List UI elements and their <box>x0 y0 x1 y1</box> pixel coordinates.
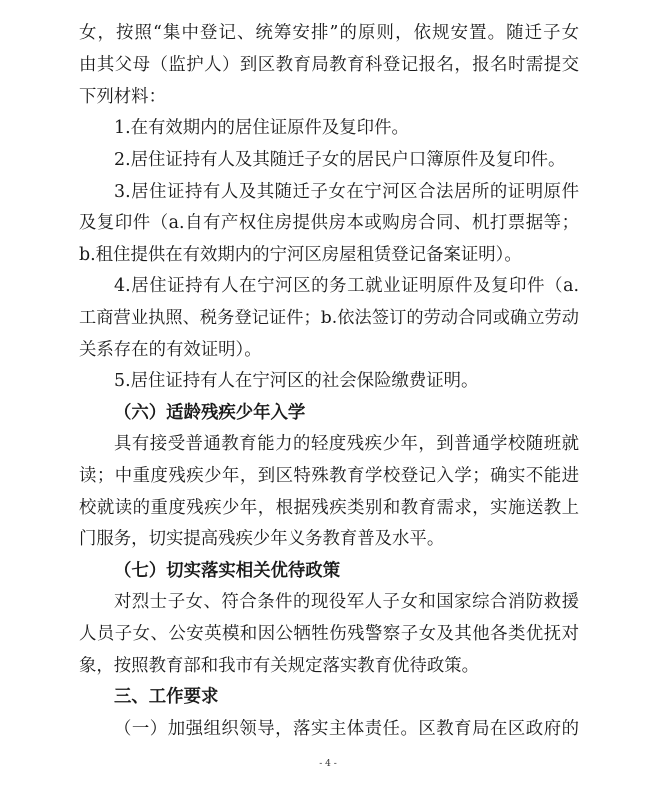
body-text-line: 对烈士子女、符合条件的现役军人子女和国家综合消防救援 <box>114 592 579 612</box>
body-text-line: 象，按照教育部和我市有关规定落实教育优待政策。 <box>79 656 479 676</box>
body-text-line: 关系存在的有效证明）。 <box>79 340 262 360</box>
section-heading-6: （六）适龄残疾少年入学 <box>114 403 306 423</box>
list-item-4: 4.居住证持有人在宁河区的务工就业证明原件及复印件（a. <box>114 276 579 296</box>
page-number: - 4 - <box>319 759 337 769</box>
list-item-2: 2.居住证持有人及其随迁子女的居民户口簿原件及复印件。 <box>114 150 566 170</box>
subsection-heading: （一）加强组织领导，落实主体责任。区教育局在区政府的 <box>114 719 579 739</box>
body-text-line: 由其父母（监护人）到区教育局教育科登记报名，报名时需提交 <box>79 55 579 75</box>
body-text-line: 女，按照“集中登记、统筹安排”的原则，依规安置。随迁子女 <box>79 23 579 43</box>
body-text-line: 人员子女、公安英模和因公牺牲伤残警察子女及其他各类优抚对 <box>79 624 579 644</box>
section-heading-7: （七）切实落实相关优待政策 <box>114 561 341 581</box>
chapter-heading-3: 三、工作要求 <box>114 687 219 707</box>
body-text-line: 工商营业执照、税务登记证件；b.依法签订的劳动合同或确立劳动 <box>79 308 579 328</box>
body-text-line: 具有接受普通教育能力的轻度残疾少年，到普通学校随班就 <box>114 434 579 454</box>
list-item-3: 3.居住证持有人及其随迁子女在宁河区合法居所的证明原件 <box>114 182 579 202</box>
list-item-1: 1.在有效期内的居住证原件及复印件。 <box>114 118 409 138</box>
body-text-line: 读；中重度残疾少年，到区特殊教育学校登记入学；确实不能进 <box>79 466 579 486</box>
list-item-5: 5.居住证持有人在宁河区的社会保险缴费证明。 <box>114 371 479 391</box>
body-text-line: b.租住提供在有效期内的宁河区房屋租赁登记备案证明）。 <box>79 245 522 265</box>
body-text-line: 及复印件（a.自有产权住房提供房本或购房合同、机打票据等； <box>79 213 579 233</box>
body-text-line: 校就读的重度残疾少年，根据残疾类别和教育需求，实施送教上 <box>79 498 579 518</box>
body-text-line: 下列材料： <box>79 87 166 107</box>
body-text-line: 门服务，切实提高残疾少年义务教育普及水平。 <box>79 529 445 549</box>
